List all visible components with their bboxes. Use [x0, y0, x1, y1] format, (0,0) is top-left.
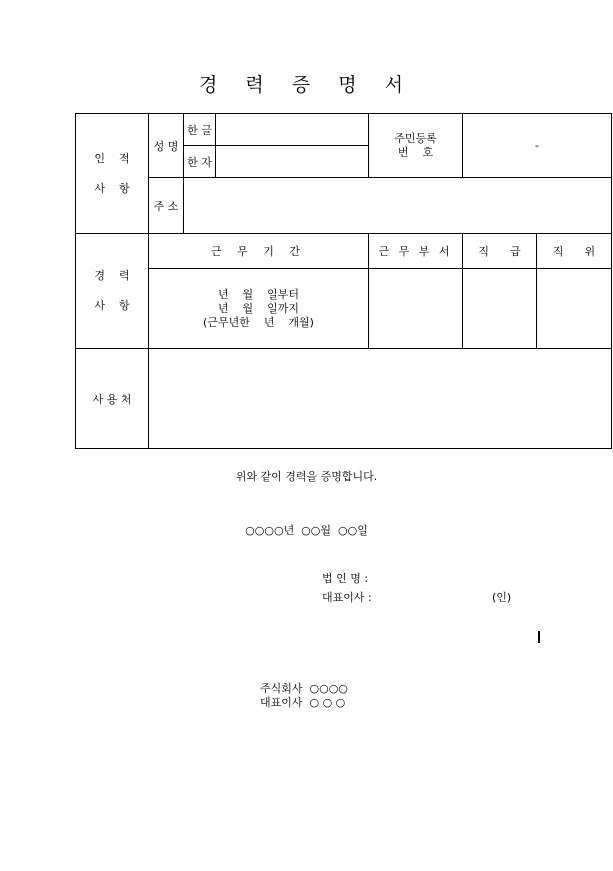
- department-field[interactable]: [369, 269, 463, 349]
- career-section-line2: 사 항: [94, 299, 130, 312]
- period-start: 년 월 일부터: [217, 287, 300, 301]
- address-label: 주 소: [149, 178, 184, 234]
- hanja-name-field[interactable]: [216, 146, 369, 178]
- position-field[interactable]: [537, 269, 612, 349]
- issue-date: ○○○○년 ○○월 ○○일: [245, 524, 368, 537]
- name-label: 성 명: [149, 114, 184, 178]
- period-field[interactable]: [149, 269, 369, 349]
- hangul-name-field[interactable]: [216, 114, 369, 146]
- department-header: 근 무 부 서: [369, 234, 463, 269]
- usage-field[interactable]: [149, 349, 612, 449]
- rrn-field[interactable]: -: [463, 114, 612, 178]
- document-title: 경 력 증 명 서: [199, 74, 414, 96]
- rrn-label: [369, 114, 463, 178]
- ceo-name: 대표이사 ○ ○ ○: [260, 696, 346, 709]
- corp-name-label: 법 인 명 :: [322, 572, 369, 585]
- hangul-label: 한 글: [184, 114, 216, 146]
- period-end: 년 월 일까지: [217, 301, 300, 315]
- grade-header: 직 급: [463, 234, 537, 269]
- period-duration: (근무년한 년 개월): [203, 315, 314, 329]
- position-header: 직 위: [537, 234, 612, 269]
- rrn-label-line1: 주민등록: [394, 131, 437, 145]
- address-field[interactable]: [184, 178, 612, 234]
- seal-mark: (인): [492, 591, 512, 604]
- career-section-line1: 경 력: [94, 269, 130, 282]
- company-name: 주식회사 ○○○○: [260, 682, 348, 695]
- personal-section-line2: 사 항: [94, 181, 130, 195]
- personal-section-line1: 인 적: [94, 151, 130, 165]
- certificate-form-table: [75, 113, 612, 449]
- representative-label: 대표이사 :: [322, 591, 372, 604]
- hanja-label: 한 자: [184, 146, 216, 178]
- career-section-label: [76, 234, 149, 349]
- grade-field[interactable]: [463, 269, 537, 349]
- rrn-label-line2: 번 호: [397, 145, 434, 159]
- period-header: 근 무 기 간: [149, 234, 369, 269]
- usage-label: 사 용 처: [76, 349, 149, 449]
- statement-text: 위와 같이 경력을 증명합니다.: [235, 470, 378, 483]
- personal-section-label: [76, 114, 149, 234]
- text-cursor: [538, 631, 540, 643]
